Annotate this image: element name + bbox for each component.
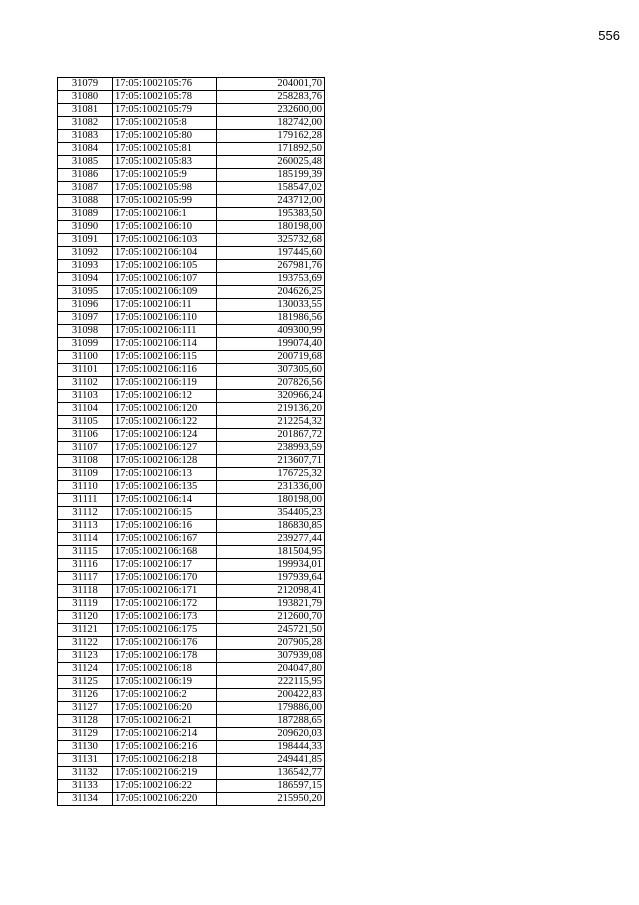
cadastral-number-cell: 17:05:1002106:124 (113, 429, 217, 442)
cadastral-number-cell: 17:05:1002106:115 (113, 351, 217, 364)
value-cell: 171892,50 (217, 143, 325, 156)
row-number-cell: 31090 (58, 221, 113, 234)
value-cell: 204047,80 (217, 663, 325, 676)
row-number-cell: 31094 (58, 273, 113, 286)
cadastral-number-cell: 17:05:1002106:168 (113, 546, 217, 559)
cadastral-number-cell: 17:05:1002106:14 (113, 494, 217, 507)
table-row (58, 260, 325, 273)
cadastral-number-cell: 17:05:1002105:76 (113, 78, 217, 91)
cadastral-number-cell: 17:05:1002106:10 (113, 221, 217, 234)
table-row (58, 156, 325, 169)
row-number-cell: 31132 (58, 767, 113, 780)
value-cell: 186830,85 (217, 520, 325, 533)
table-row (58, 117, 325, 130)
value-cell: 204626,25 (217, 286, 325, 299)
table-row (58, 546, 325, 559)
row-number-cell: 31091 (58, 234, 113, 247)
cadastral-number-cell: 17:05:1002106:167 (113, 533, 217, 546)
row-number-cell: 31085 (58, 156, 113, 169)
row-number-cell: 31130 (58, 741, 113, 754)
row-number-cell: 31119 (58, 598, 113, 611)
value-cell: 219136,20 (217, 403, 325, 416)
value-cell: 180198,00 (217, 494, 325, 507)
cadastral-number-cell: 17:05:1002106:105 (113, 260, 217, 273)
table-row (58, 312, 325, 325)
value-cell: 222115,95 (217, 676, 325, 689)
row-number-cell: 31128 (58, 715, 113, 728)
cadastral-number-cell: 17:05:1002106:128 (113, 455, 217, 468)
cadastral-number-cell: 17:05:1002106:15 (113, 507, 217, 520)
row-number-cell: 31122 (58, 637, 113, 650)
row-number-cell: 31089 (58, 208, 113, 221)
value-cell: 136542,77 (217, 767, 325, 780)
cadastral-number-cell: 17:05:1002106:171 (113, 585, 217, 598)
table-row (58, 598, 325, 611)
table-row (58, 780, 325, 793)
cadastral-number-cell: 17:05:1002105:80 (113, 130, 217, 143)
table-row (58, 221, 325, 234)
value-cell: 207905,28 (217, 637, 325, 650)
table-row (58, 91, 325, 104)
row-number-cell: 31095 (58, 286, 113, 299)
row-number-cell: 31082 (58, 117, 113, 130)
row-number-cell: 31100 (58, 351, 113, 364)
row-number-cell: 31080 (58, 91, 113, 104)
cadastral-number-cell: 17:05:1002106:178 (113, 650, 217, 663)
table-row (58, 572, 325, 585)
row-number-cell: 31129 (58, 728, 113, 741)
value-cell: 260025,48 (217, 156, 325, 169)
value-cell: 187288,65 (217, 715, 325, 728)
table-row (58, 208, 325, 221)
value-cell: 212254,32 (217, 416, 325, 429)
cadastral-number-cell: 17:05:1002105:81 (113, 143, 217, 156)
table-row (58, 247, 325, 260)
table-row (58, 442, 325, 455)
row-number-cell: 31096 (58, 299, 113, 312)
cadastral-number-cell: 17:05:1002106:22 (113, 780, 217, 793)
value-cell: 199074,40 (217, 338, 325, 351)
table-body (58, 78, 325, 806)
cadastral-number-cell: 17:05:1002106:114 (113, 338, 217, 351)
table-row (58, 299, 325, 312)
value-cell: 200422,83 (217, 689, 325, 702)
table-row (58, 377, 325, 390)
table-row (58, 130, 325, 143)
table-row (58, 325, 325, 338)
cadastral-number-cell: 17:05:1002105:8 (113, 117, 217, 130)
value-cell: 180198,00 (217, 221, 325, 234)
row-number-cell: 31131 (58, 754, 113, 767)
value-cell: 158547,02 (217, 182, 325, 195)
value-cell: 209620,03 (217, 728, 325, 741)
table-row (58, 78, 325, 91)
row-number-cell: 31087 (58, 182, 113, 195)
cadastral-number-cell: 17:05:1002106:11 (113, 299, 217, 312)
row-number-cell: 31101 (58, 364, 113, 377)
row-number-cell: 31086 (58, 169, 113, 182)
cadastral-number-cell: 17:05:1002105:99 (113, 195, 217, 208)
row-number-cell: 31113 (58, 520, 113, 533)
row-number-cell: 31104 (58, 403, 113, 416)
value-cell: 243712,00 (217, 195, 325, 208)
row-number-cell: 31114 (58, 533, 113, 546)
row-number-cell: 31083 (58, 130, 113, 143)
row-number-cell: 31088 (58, 195, 113, 208)
value-cell: 239277,44 (217, 533, 325, 546)
value-cell: 245721,50 (217, 624, 325, 637)
table-row (58, 455, 325, 468)
row-number-cell: 31097 (58, 312, 113, 325)
value-cell: 325732,68 (217, 234, 325, 247)
row-number-cell: 31127 (58, 702, 113, 715)
row-number-cell: 31124 (58, 663, 113, 676)
value-cell: 130033,55 (217, 299, 325, 312)
value-cell: 182742,00 (217, 117, 325, 130)
value-cell: 200719,68 (217, 351, 325, 364)
value-cell: 231336,00 (217, 481, 325, 494)
row-number-cell: 31107 (58, 442, 113, 455)
row-number-cell: 31115 (58, 546, 113, 559)
value-cell: 215950,20 (217, 793, 325, 806)
table-row (58, 429, 325, 442)
cadastral-value-table (57, 77, 325, 806)
cadastral-number-cell: 17:05:1002105:83 (113, 156, 217, 169)
row-number-cell: 31108 (58, 455, 113, 468)
value-cell: 249441,85 (217, 754, 325, 767)
table-row (58, 520, 325, 533)
cadastral-number-cell: 17:05:1002105:9 (113, 169, 217, 182)
cadastral-number-cell: 17:05:1002105:98 (113, 182, 217, 195)
row-number-cell: 31106 (58, 429, 113, 442)
cadastral-number-cell: 17:05:1002106:120 (113, 403, 217, 416)
cadastral-number-cell: 17:05:1002106:170 (113, 572, 217, 585)
cadastral-number-cell: 17:05:1002106:219 (113, 767, 217, 780)
cadastral-number-cell: 17:05:1002106:18 (113, 663, 217, 676)
cadastral-number-cell: 17:05:1002106:173 (113, 611, 217, 624)
cadastral-number-cell: 17:05:1002106:220 (113, 793, 217, 806)
value-cell: 307939,08 (217, 650, 325, 663)
value-cell: 213607,71 (217, 455, 325, 468)
cadastral-number-cell: 17:05:1002106:19 (113, 676, 217, 689)
cadastral-number-cell: 17:05:1002106:176 (113, 637, 217, 650)
cadastral-number-cell: 17:05:1002105:78 (113, 91, 217, 104)
row-number-cell: 31123 (58, 650, 113, 663)
table-row (58, 273, 325, 286)
value-cell: 181986,56 (217, 312, 325, 325)
table-row (58, 793, 325, 806)
table-row (58, 286, 325, 299)
value-cell: 193821,79 (217, 598, 325, 611)
value-cell: 195383,50 (217, 208, 325, 221)
value-cell: 197939,64 (217, 572, 325, 585)
table-row (58, 403, 325, 416)
cadastral-number-cell: 17:05:1002106:218 (113, 754, 217, 767)
value-cell: 320966,24 (217, 390, 325, 403)
table-row (58, 767, 325, 780)
row-number-cell: 31109 (58, 468, 113, 481)
table-row (58, 494, 325, 507)
table-row (58, 195, 325, 208)
value-cell: 212600,70 (217, 611, 325, 624)
value-cell: 204001,70 (217, 78, 325, 91)
table-row (58, 611, 325, 624)
value-cell: 267981,76 (217, 260, 325, 273)
cadastral-number-cell: 17:05:1002106:16 (113, 520, 217, 533)
cadastral-number-cell: 17:05:1002106:21 (113, 715, 217, 728)
row-number-cell: 31133 (58, 780, 113, 793)
table-row (58, 637, 325, 650)
table-row (58, 468, 325, 481)
table-row (58, 416, 325, 429)
table-row (58, 741, 325, 754)
row-number-cell: 31105 (58, 416, 113, 429)
table-row (58, 143, 325, 156)
cadastral-number-cell: 17:05:1002106:1 (113, 208, 217, 221)
cadastral-number-cell: 17:05:1002106:214 (113, 728, 217, 741)
cadastral-number-cell: 17:05:1002106:116 (113, 364, 217, 377)
row-number-cell: 31081 (58, 104, 113, 117)
table-row (58, 351, 325, 364)
value-cell: 232600,00 (217, 104, 325, 117)
value-cell: 212098,41 (217, 585, 325, 598)
table-row (58, 169, 325, 182)
value-cell: 354405,23 (217, 507, 325, 520)
value-cell: 238993,59 (217, 442, 325, 455)
cadastral-number-cell: 17:05:1002106:109 (113, 286, 217, 299)
cadastral-number-cell: 17:05:1002106:175 (113, 624, 217, 637)
value-cell: 258283,76 (217, 91, 325, 104)
cadastral-number-cell: 17:05:1002106:172 (113, 598, 217, 611)
value-cell: 193753,69 (217, 273, 325, 286)
row-number-cell: 31117 (58, 572, 113, 585)
table-row (58, 754, 325, 767)
row-number-cell: 31121 (58, 624, 113, 637)
cadastral-number-cell: 17:05:1002106:111 (113, 325, 217, 338)
value-cell: 186597,15 (217, 780, 325, 793)
row-number-cell: 31134 (58, 793, 113, 806)
cadastral-number-cell: 17:05:1002106:110 (113, 312, 217, 325)
value-cell: 181504,95 (217, 546, 325, 559)
row-number-cell: 31120 (58, 611, 113, 624)
value-cell: 197445,60 (217, 247, 325, 260)
cadastral-number-cell: 17:05:1002106:2 (113, 689, 217, 702)
cadastral-number-cell: 17:05:1002106:103 (113, 234, 217, 247)
cadastral-number-cell: 17:05:1002106:12 (113, 390, 217, 403)
cadastral-number-cell: 17:05:1002106:122 (113, 416, 217, 429)
row-number-cell: 31099 (58, 338, 113, 351)
page-number: 556 (598, 28, 620, 43)
table-row (58, 585, 325, 598)
cadastral-number-cell: 17:05:1002106:13 (113, 468, 217, 481)
row-number-cell: 31116 (58, 559, 113, 572)
table-row (58, 234, 325, 247)
row-number-cell: 31118 (58, 585, 113, 598)
table-row (58, 364, 325, 377)
cadastral-number-cell: 17:05:1002106:119 (113, 377, 217, 390)
row-number-cell: 31079 (58, 78, 113, 91)
table-row (58, 702, 325, 715)
cadastral-number-cell: 17:05:1002106:17 (113, 559, 217, 572)
value-cell: 179886,00 (217, 702, 325, 715)
cadastral-number-cell: 17:05:1002106:135 (113, 481, 217, 494)
cadastral-number-cell: 17:05:1002105:79 (113, 104, 217, 117)
table-row (58, 559, 325, 572)
table-row (58, 624, 325, 637)
table-row (58, 104, 325, 117)
row-number-cell: 31102 (58, 377, 113, 390)
table-row (58, 728, 325, 741)
row-number-cell: 31103 (58, 390, 113, 403)
row-number-cell: 31126 (58, 689, 113, 702)
table-row (58, 533, 325, 546)
value-cell: 409300,99 (217, 325, 325, 338)
value-cell: 198444,33 (217, 741, 325, 754)
row-number-cell: 31125 (58, 676, 113, 689)
cadastral-number-cell: 17:05:1002106:216 (113, 741, 217, 754)
table-row (58, 676, 325, 689)
value-cell: 199934,01 (217, 559, 325, 572)
value-cell: 201867,72 (217, 429, 325, 442)
cadastral-number-cell: 17:05:1002106:104 (113, 247, 217, 260)
table-row (58, 650, 325, 663)
value-cell: 307305,60 (217, 364, 325, 377)
table-row (58, 390, 325, 403)
value-cell: 179162,28 (217, 130, 325, 143)
row-number-cell: 31098 (58, 325, 113, 338)
row-number-cell: 31084 (58, 143, 113, 156)
table-row (58, 663, 325, 676)
row-number-cell: 31093 (58, 260, 113, 273)
table-row (58, 481, 325, 494)
cadastral-number-cell: 17:05:1002106:127 (113, 442, 217, 455)
cadastral-number-cell: 17:05:1002106:107 (113, 273, 217, 286)
table-row (58, 338, 325, 351)
value-cell: 185199,39 (217, 169, 325, 182)
table-row (58, 507, 325, 520)
row-number-cell: 31092 (58, 247, 113, 260)
row-number-cell: 31112 (58, 507, 113, 520)
cadastral-number-cell: 17:05:1002106:20 (113, 702, 217, 715)
value-cell: 207826,56 (217, 377, 325, 390)
table-row (58, 182, 325, 195)
value-cell: 176725,32 (217, 468, 325, 481)
table-row (58, 689, 325, 702)
table-row (58, 715, 325, 728)
row-number-cell: 31111 (58, 494, 113, 507)
row-number-cell: 31110 (58, 481, 113, 494)
